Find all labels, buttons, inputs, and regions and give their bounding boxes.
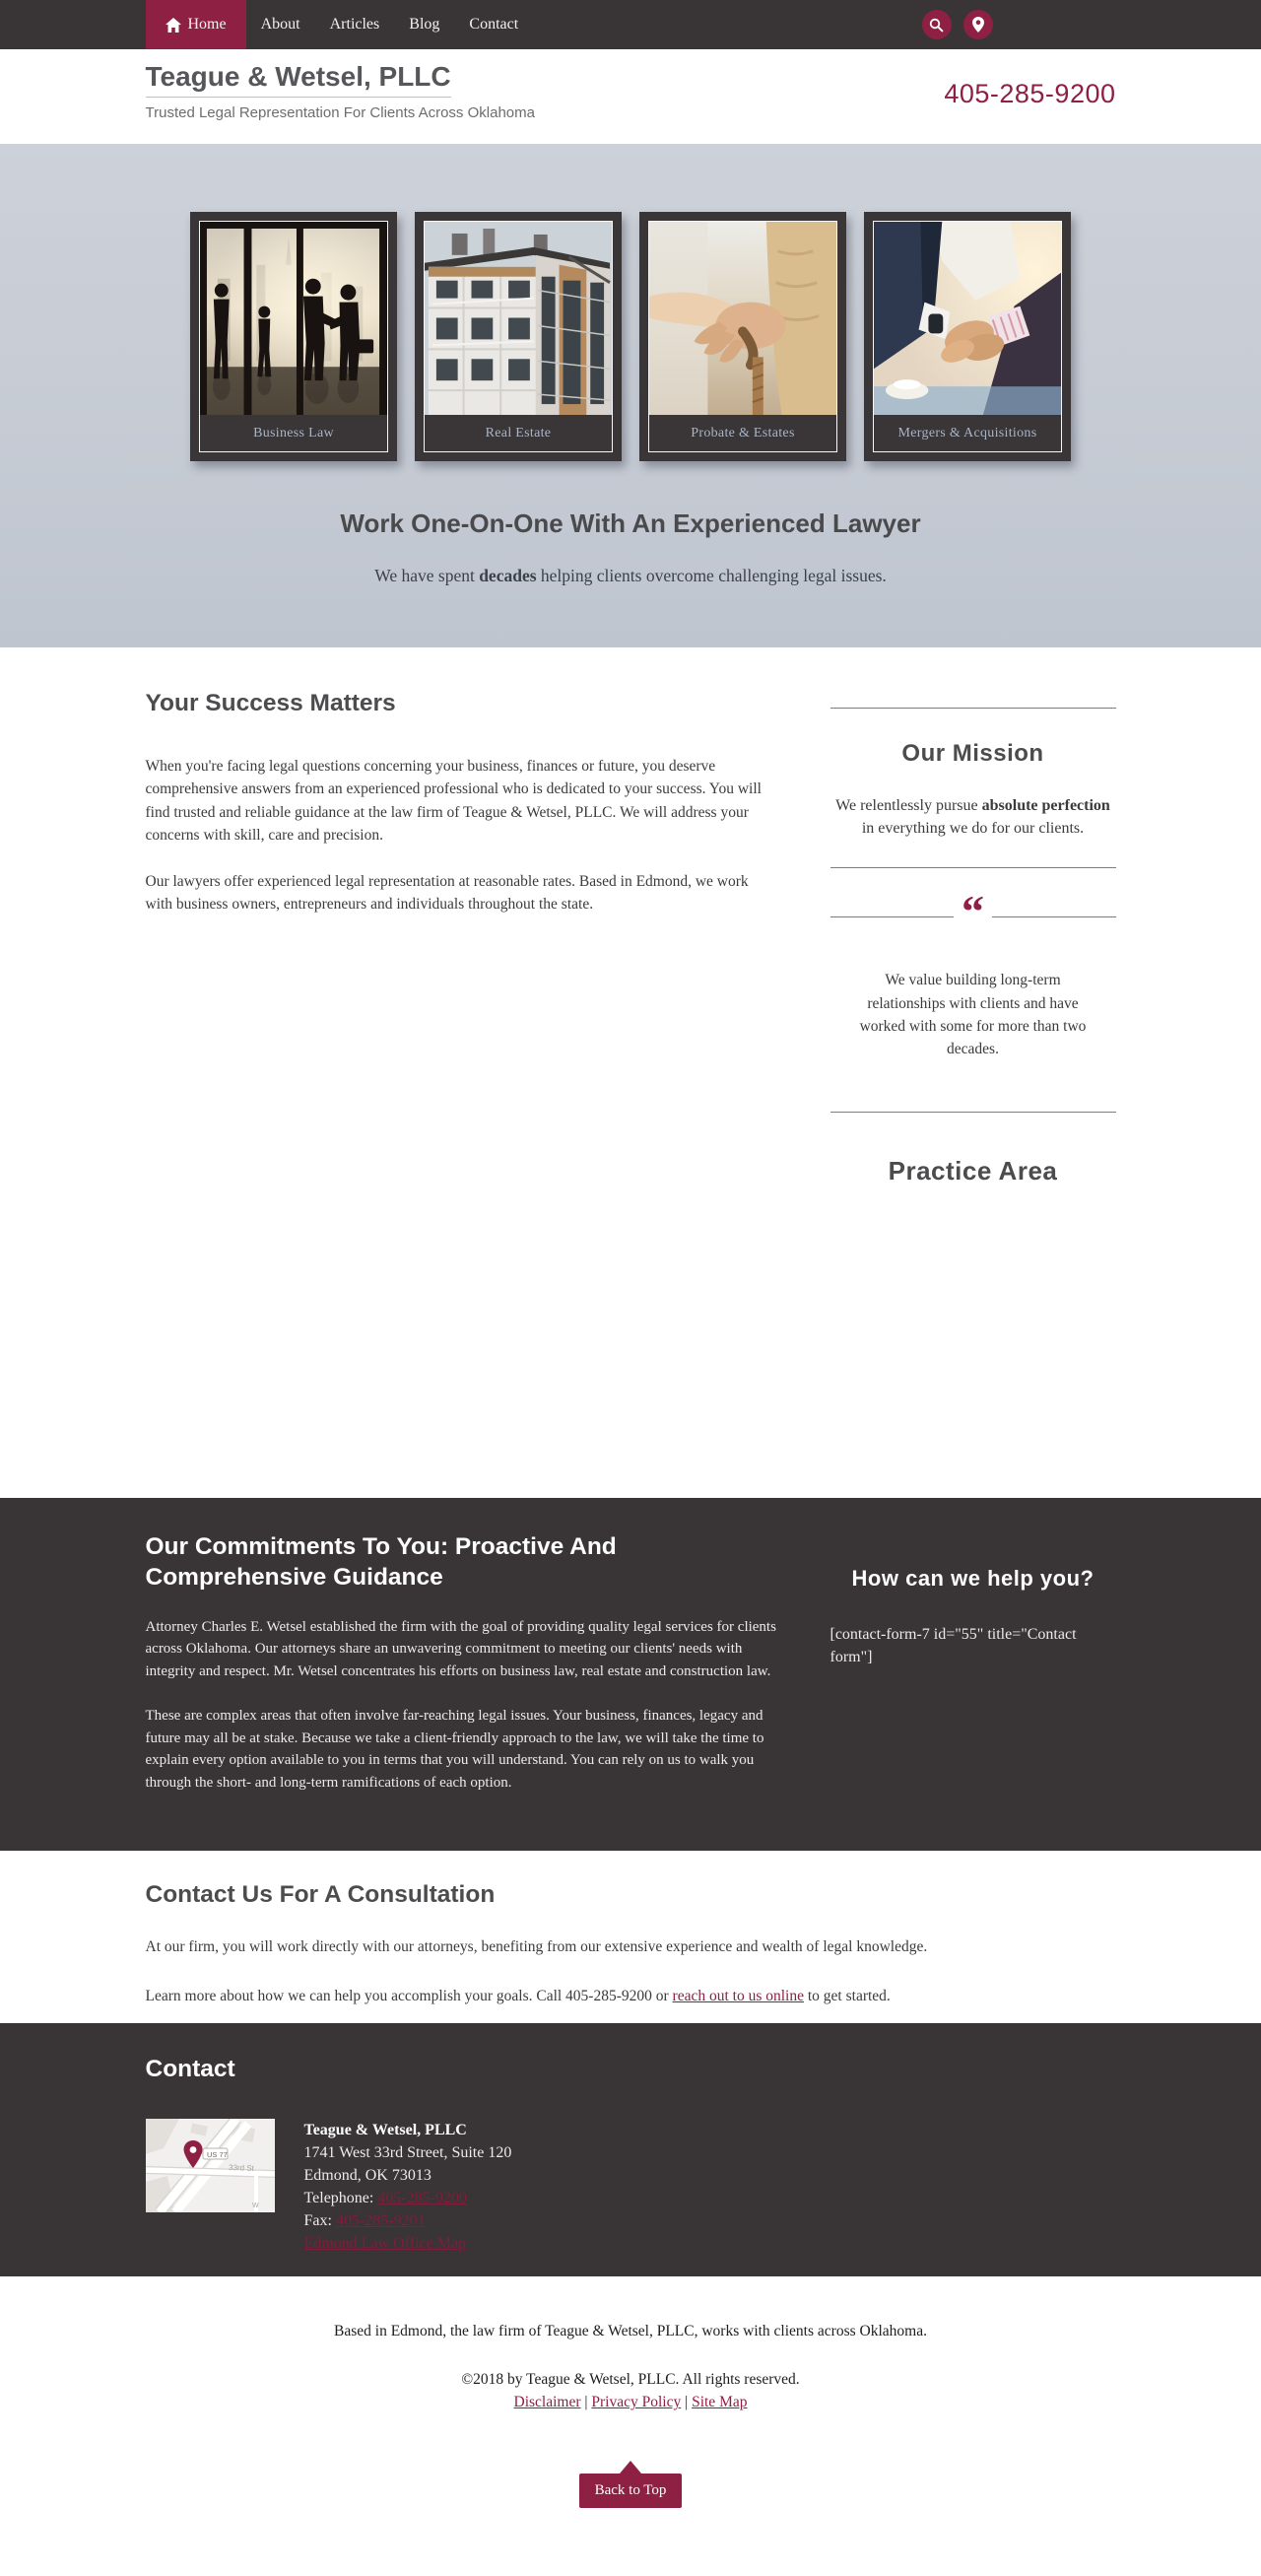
footer-firm-name: Teague & Wetsel, PLLC [303,2122,467,2138]
nav-item-articles[interactable] [315,0,395,49]
link-separator: | [685,2394,689,2410]
telephone-label: Telephone: [303,2190,378,2207]
probate-estates-photo [649,222,836,415]
mission-heading: Our Mission [901,740,1044,767]
location-button[interactable] [963,10,993,39]
success-paragraph-1: When you're facing legal questions concerning your business, finances or future, you deserve comprehensive answers from an experienced professional who is dedicated to your success. You will find trusted and reliable guidance at the law firm of Teague & Wetsel, PLLC. We will address your concerns with skill, care and precision. [145,758,762,844]
map-highway-label: US 77 [206,2150,228,2159]
consultation-prefix: Learn more about how we can help you accomplish your goals. Call 405-285-9200 or [145,1988,673,2005]
help-heading: How can we help you? [851,1566,1095,1591]
card-frame [873,221,1062,452]
card-probate-estates[interactable] [639,212,846,461]
divider-line [992,916,1116,917]
site-bottom-section [0,2276,1261,2576]
footer-fax-line [304,2209,512,2232]
mergers-acquisitions-photo [874,222,1061,415]
commitments-paragraph-2: These are complex areas that often involve far-reaching legal issues. Your business, finances, legacy and future may all be at stake. Because we take a client-friendly approach to the law, we will take the time to explain every option available to you in terms that you will understand. You can rely on us to walk you through the short- and long-term ramifications of each option. [145,1708,764,1791]
site-map-link[interactable]: Site Map [692,2394,748,2410]
top-navigation-bar [0,0,1261,49]
consultation-paragraph-2 [146,1985,1116,2007]
reach-out-link[interactable]: reach out to us online [672,1988,804,2005]
footer-telephone-line [304,2187,512,2209]
card-frame [424,221,613,452]
mission-text [830,794,1116,840]
commitments-heading: Our Commitments To You: Proactive And Comprehensive Guidance [145,1533,617,1592]
practice-area-heading: Practice Area [888,1156,1058,1186]
hero-subtext [0,566,1261,586]
disclaimer-link[interactable]: Disclaimer [513,2394,581,2410]
site-header [0,49,1261,144]
quote-icon: “ [962,886,984,937]
hero-subtext-bold: decades [479,566,537,585]
success-paragraph-2: Our lawyers offer experienced legal representation at reasonable rates. Based in Edmond, we work with business owners, entrepreneurs and individuals throughout the state. [145,873,749,914]
mission-suffix: in everything we do for our clients. [861,820,1085,838]
card-caption: Mergers & Acquisitions [897,425,1037,441]
real-estate-photo [425,222,612,415]
copyright-text: ©2018 by Teague & Wetsel, PLLC. All rights reserved. [461,2371,800,2388]
card-mergers-acquisitions[interactable] [864,212,1071,461]
hero-subtext-suffix: helping clients overcome challenging legal issues. [536,566,887,585]
hero-headline: Work One-On-One With An Experienced Lawyer [340,508,921,538]
nav-item-contact[interactable] [454,0,533,49]
back-to-top-caret-icon [620,2461,641,2474]
success-heading: Your Success Matters [145,690,396,716]
contact-form-shortcode: [contact-form-7 id="55" title="Contact form"] [830,1625,1077,1665]
nav-item-label: Home [187,16,227,33]
search-button[interactable] [922,10,952,39]
commitments-section [0,1498,1261,1851]
footer-contact-section [0,2023,1261,2276]
bottom-tagline: Based in Edmond, the law firm of Teague & Wetsel, PLLC, works with clients across Oklahoma. [334,2323,927,2339]
location-pin-icon [972,17,984,33]
card-caption: Real Estate [485,425,552,441]
consultation-section [0,1851,1261,2023]
mission-bold: absolute perfection [981,797,1110,814]
sidebar-divider [830,867,1116,868]
main-content-section [0,647,1261,1498]
business-law-photo [200,222,387,415]
nav-item-label: Articles [329,16,380,33]
svg-text:W: W [251,2203,259,2209]
card-frame [648,221,837,452]
legal-links [0,2394,1261,2411]
card-real-estate[interactable] [415,212,622,461]
link-separator: | [584,2394,588,2410]
home-icon [166,18,181,33]
practice-area-cards [0,144,1261,461]
quote-divider [830,886,1116,937]
footer-heading: Contact [145,2056,235,2082]
sidebar [830,690,1116,1186]
footer-address-line1: 1741 West 33rd Street, Suite 120 [303,2144,512,2162]
header-phone-number[interactable]: 405-285-9200 [944,79,1116,108]
nav-item-home[interactable] [146,0,246,49]
hero-section [0,144,1261,647]
card-business-law[interactable] [190,212,397,461]
nav-item-about[interactable] [246,0,315,49]
office-map-link[interactable]: Edmond Law Office Map [303,2235,467,2253]
fax-label: Fax: [303,2212,336,2230]
back-to-top-label: Back to Top [579,2474,683,2508]
site-title[interactable]: Teague & Wetsel, PLLC [146,61,451,98]
nav-item-label: About [260,16,300,33]
footer-address-line2: Edmond, OK 73013 [303,2167,431,2185]
office-map-thumbnail[interactable] [146,2119,275,2212]
card-frame [199,221,388,452]
sidebar-divider [830,1112,1116,1113]
privacy-policy-link[interactable]: Privacy Policy [591,2394,682,2410]
search-icon [929,18,944,33]
hero-subtext-prefix: We have spent [374,566,480,585]
footer-map-link-line [304,2232,512,2255]
divider-line [830,916,955,917]
mission-prefix: We relentlessly pursue [835,797,982,814]
consultation-heading: Contact Us For A Consultation [145,1881,496,1908]
telephone-link[interactable]: 405-285-9200 [377,2190,468,2207]
sidebar-divider [830,708,1116,709]
sidebar-quote: We value building long-term relationships with clients and have worked with some for more than two decades. [859,972,1087,1058]
card-caption: Probate & Estates [691,425,795,441]
consultation-suffix: to get started. [804,1988,891,2005]
nav-item-label: Blog [409,16,440,33]
card-caption: Business Law [253,425,334,441]
back-to-top-button[interactable] [579,2461,683,2508]
map-road-label: 33rd St [228,2163,254,2173]
consultation-paragraph-1: At our firm, you will work directly with our attorneys, benefiting from our extensive experience and wealth of legal knowledge. [145,1938,928,1955]
site-tagline: Trusted Legal Representation For Clients Across Oklahoma [145,104,535,121]
fax-link[interactable]: 405-285-9201 [335,2212,426,2230]
nav-item-label: Contact [469,16,519,33]
nav-item-blog[interactable] [394,0,454,49]
commitments-paragraph-1: Attorney Charles E. Wetsel established the firm with the goal of providing quality legal services for clients across Oklahoma. Our attorneys share an unwavering commitment to meeting our clients' needs with integrity and respect. Mr. Wetsel concentrates his efforts on business law, real estate and construction law. [145,1618,776,1679]
